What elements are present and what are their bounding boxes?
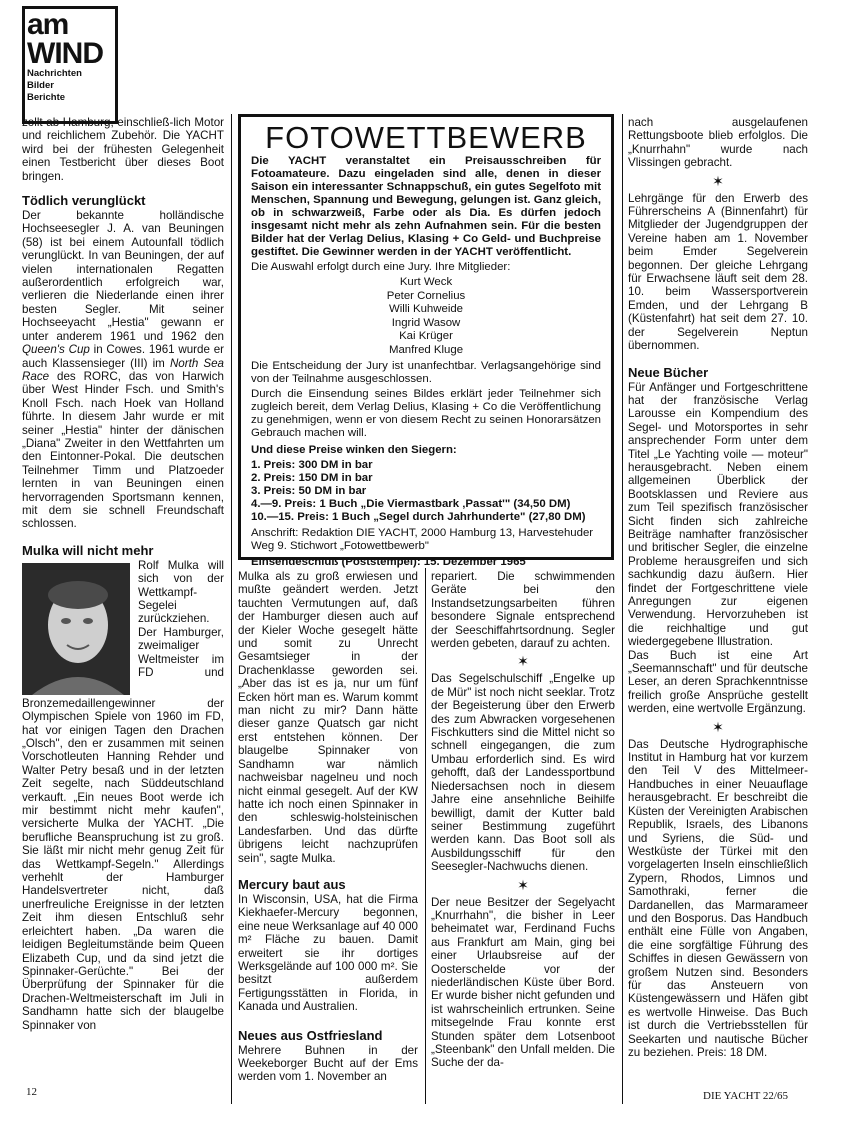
column-rule [425, 568, 426, 1104]
mulka-block [22, 559, 224, 1032]
star-divider-icon: ✶ [712, 172, 724, 189]
jury-member: Willi Kuhweide [388, 303, 464, 316]
jury-member: Kurt Weck [399, 276, 453, 288]
text: des RORC, das von Harwich über West Hinder Fsch. und Smith's Knoll Fsch. nach Hoek van Holland führte. In diesem Jahr wurde er mit seiner „Hestia" hinter der dänischen „Diana" Zweiter in den Wettfahrten um den Eintonner-Pokal. Die deutschen Teilnehmer Timm und Platzoeder lernten in van Beuningen einen hervorragenden Sportsmann kennen, mit dem sie schnell Freundschaft schlossen. [22, 369, 224, 531]
text-italic: North Sea Race [22, 356, 225, 383]
headline-ostfriesland: Neues aus Ostfriesland [238, 1027, 383, 1043]
page-number: 12 [26, 1086, 37, 1098]
jury-intro: Die Auswahl erfolgt durch eine Jury. Ihre Mitglieder: [251, 261, 511, 273]
paragraph-larousse: Für Anfänger und Fortgeschrittene hat der französische Verlag Larousse ein Kompendium des Segel- und Motorsportes in sehr ansprechender Form unter dem Titel „Le Yachting voile — moteur" herausgebracht. Neben einem allgemeinen Überblick der Bootsklassen und Reviere aus zum Teil spezifisch französischer Sicht finden sich zahlreiche Beiträge namhafter französischer und britischer Segler, die einzelne Probleme herausgreifen und sich sachkundig dazu äußern. Hier findet der Fortgeschrittene viele Anregungen zur eigenen Verwendung. Hervorzuheben ist die reichhaltige und gut wiedergegebene Illustration. [628, 380, 808, 649]
consent-text: Durch die Einsendung seines Bildes erklärt jeder Teilnehmer sich zugleich bereit, dem Verlag Delius, Klasing + Co die Veröffentlichung zu genehmigen, wenn er von diesem Recht zu seinen Honorarsätzen Gebrauch machen will. [251, 387, 601, 439]
column-4 [628, 116, 808, 1059]
contest-title: FOTOWETTBEWERB [265, 120, 587, 155]
prize-item: 10.—15. Preis: 1 Buch „Segel durch Jahrhunderte" (27,80 DM) [251, 510, 586, 523]
headline-mulka: Mulka will nicht mehr [22, 542, 154, 558]
text: Der bekannte holländische Hochseesegler J. A. van Beuningen (58) ist bei einem Autounfall tödlich verunglückt. In van Beuningen, der auf vielen internationalen Regatten außerordentlich erfolgreich war, verlieren die Niederlande einen ihrer besten Segler. Mit seiner Hochseeyacht „Hestia" gewann er unter anderem 1961 und 1962 den [22, 209, 224, 343]
column-rule [231, 114, 232, 1104]
star-divider-icon: ✶ [712, 718, 724, 735]
jury-list [251, 276, 601, 358]
column-1 [22, 116, 224, 1032]
logo-sub-3: Berichte [27, 92, 66, 103]
paragraph-repariert: repariert. Die schwimmenden Geräte bei den Instandsetzungsarbeiten führen besondere Signale entsprechend der Seeschiffahrtsordnung. Segler werden gebeten, darauf zu achten. [431, 570, 615, 651]
paragraph-lehrgaenge: Lehrgänge für den Erwerb des Führerscheins A (Binnenfahrt) für Mitglieder der Jugendgruppen der Vereine haben am 1. November beim Emder Segelverein begonnen. Der gleiche Lehrgang für Erwachsene läuft seit dem 28. 10. beim Wassersportverein Emden, und der Lehrgang B (Küstenfahrt) hat seit dem 27. 10. der Segelverein Neptun übernommen. [628, 191, 808, 353]
logo-am: am [27, 8, 69, 41]
paragraph-ostfriesland: Mehrere Buhnen in der Weekeborger Bucht auf der Ems werden vom 1. November an [238, 1043, 418, 1084]
paragraph-seemannschaft: Das Buch ist eine Art „Seemannschaft" und für deutsche Leser, an deren Sprachkenntnisse freilich große Ansprüche gestellt werden, eine wertvolle Ergänzung. [628, 648, 808, 716]
jury-member: Manfred Kluge [388, 343, 464, 356]
prize-item: 4.—9. Preis: 1 Buch „Die Viermastbark ‚Passat'" (34,50 DM) [251, 497, 571, 510]
headline-toedlich: Tödlich verunglückt [22, 193, 146, 209]
section-logo [22, 6, 118, 124]
logo-sub-2: Bilder [27, 80, 54, 91]
prize-item: 3. Preis: 50 DM in bar [251, 484, 367, 497]
portrait-image [22, 563, 130, 695]
prize-item: 1. Preis: 300 DM in bar [251, 458, 373, 471]
paragraph-mercury: In Wisconsin, USA, hat die Firma Kiekhaefer-Mercury begonnen, eine neue Werksanlage auf 40 000 m² Fläche zu bauen. Damit erweitert sie ihr dortiges Werksgelände auf 100 000 m². Sie besitzt außerdem Fertigungsstätten in Florida, in Kanada und Australien. [238, 892, 418, 1014]
prize-item: 2. Preis: 150 DM in bar [251, 471, 373, 484]
star-divider-icon: ✶ [517, 653, 529, 670]
column-rule [622, 114, 623, 1104]
headline-mercury: Mercury baut aus [238, 876, 346, 892]
paragraph-engelke: Das Segelschulschiff „Engelke up de Mür" ist noch nicht seeklar. Trotz der Begeisterung über den Erwerb des zum Abwracken vorgesehenen Fischkutters sind die Mittel nicht so schnell eingegangen, die zum Umbau erforderlich sind. Es wird gehofft, daß der Landessportbund Niedersachsen noch in diesem Jahre eine ansehnliche Beihilfe bewilligt, damit der Kutter bald seiner Bestimmung zugeführt werden kann. Das Boot soll als Ausbildungsschiff für den Seesegler-Nachwuchs dienen. [431, 672, 615, 874]
jury-rule: Die Entscheidung der Jury ist unanfechtbar. Verlagsangehörige sind von der Teilnahme ausgeschlossen. [251, 359, 601, 385]
paragraph-hydrographie: Das Deutsche Hydrographische Institut in Hamburg hat vor kurzem den Teil V des Mittelmeer-Handbuches in einer Neuauflage herausgebracht. Er beschreibt die Küsten der Vereinigten Arabischen Republik, Israels, des Libanons und Syriens, die Süd- und Westküste der Türkei mit den vorgelagerten Inseln einschließlich Zypern, Rhodos, Limnos und Samothraki, ferner die Dardanellen, das Marmarameer und den Bosporus. Das Handbuch enthält eine Fülle von Angaben, die eine sorgfältige Führung des Schiffes in diesen Gewässern von großem Nutzen sind. Besonders für das Ansteuern von Küstengewässern und Häfen gibt es wertvolle Hinweise. Das Buch ist durch die Vertriebsstellen für Seekarten und nautische Bücher zu beziehen. Preis: 18 DM. [628, 737, 808, 1059]
paragraph-rettung: nach ausgelaufenen Rettungsboote blieb erfolglos. Die „Knurrhahn" wurde nach Vlissingen gebracht. [628, 116, 808, 170]
text: in Cowes. 1961 wurde er auch Klassensieger (III) im [22, 343, 225, 370]
jury-member: Peter Cornelius [386, 289, 466, 302]
intro-paragraph: zollt ab Hamburg, einschließ-lich Motor und reichlichem Zubehör. Die YACHT wird bei der frühesten Gelegenheit einen Testbericht über dieses Boot bringen. [22, 116, 224, 183]
jury-member: Kai Krüger [399, 330, 453, 343]
text-italic: Queen's Cup [22, 343, 90, 357]
photo-contest-box [238, 114, 614, 568]
logo-sub-1: Nachrichten [27, 68, 82, 79]
column-2 [238, 570, 418, 1084]
magazine-issue: DIE YACHT 22/65 [703, 1090, 788, 1102]
paragraph-mulka-cont: Mulka als zu groß erwiesen und mußte geändert werden. Jetzt tauchten Vermutungen auf, daß der Hamburger diesen auch auf der Kieler Woche gesegelt hätte und somit zu Unrecht Gesamtsieger in der Drachenklasse geworden sei. „Aber das ist es ja, nur um fünf Ecken hört man es. Warum kommt man nicht zu mir? Dann hätte dieser ganze Quatsch gar nicht erst entstehen können. Der blaugelbe Spinnaker von Sandhamn war nämlich nachweisbar nagelneu und noch nicht einmal gesegelt. Auf der KW hatte ich noch einen Spinnaker in den schleswig-holsteinischen Landesfarben. Und das dürfte übrigens leicht nachzuprüfen sein", sagte Mulka. [238, 570, 418, 865]
jury-member: Ingrid Wasow [391, 316, 461, 329]
prizes-list [251, 459, 601, 524]
contest-address: Anschrift: Redaktion DIE YACHT, 2000 Hamburg 13, Harvestehuder Weg 9. Stichwort „Fotowettbewerb" [251, 526, 594, 552]
headline-buecher: Neue Bücher [628, 364, 709, 380]
logo-wind: WIND [27, 37, 103, 70]
paragraph-mulka: Rolf Mulka will sich von der Wettkampf-Segelei zurückziehen. Der Hamburger, zweimaliger Weltmeister im FD und Bronzemedaillengewinner der Olympischen Spiele von 1960 im FD, hat vor einigen Tagen den Drachen „Olsch", den er zusammen mit seinen Vorschotleuten Hanning Rehder und Walter Petry besaß und in der letzten Zeit segelte, nach Süddeutschland verkauft. „Ein neues Boot werde ich mir bestimmt nicht mehr kaufen", versicherte Mulka der YACHT. „Die berufliche Beanspruchung ist zu groß. Sie läßt mir nicht mehr genug Zeit für das Wettkampf-Segeln." Allerdings verhehlt der Hamburger Handelsvertreter nicht, daß unerfreuliche Ereignisse in der letzten Zeit ihm diesen Entschluß sehr erleichtert haben. „Da waren die leidigen Begleitumstände beim Queen Elizabeth Cup, und da sind jetzt die Spinnaker-Gerüchte." Bei der Überprüfung der Spinnaker für die Drachen-Weltmeisterschaft im Juli in Sandhamn hatte sich der blaugelbe Spinnaker von [22, 558, 224, 1032]
prizes-heading: Und diese Preise winken den Siegern: [251, 443, 457, 456]
contest-deadline: Einsendeschluß (Poststempel): 15. Dezember 1965 [251, 555, 526, 568]
paragraph-van-beuningen [22, 209, 224, 531]
column-3 [431, 570, 615, 1070]
mulka-photo [22, 563, 130, 695]
contest-intro: Die YACHT veranstaltet ein Preisausschreiben für Fotoamateure. Dazu eingeladen sind alle, denen in dieser Saison ein interessanter Schnappschuß, ein gutes Segelfoto mit Menschen, Spannung und Bewegung, gelungen ist. Ganz gleich, ob in schwarzweiß, Farbe oder als Dia. Es dürfen jedoch insgesamt nicht mehr als zehn Aufnahmen sein. Für die besten Bilder hat der Verlag Delius, Klasing + Co Geld- und Buchpreise gestiftet. Die Gewinner werden in der YACHT veröffentlicht. [251, 155, 601, 258]
paragraph-knurrhahn: Der neue Besitzer der Segelyacht „Knurrhahn", die bisher in Leer beheimatet war, Ferdinand Fuchs aus Frankfurt am Main, ging bei einer Urlaubsreise auf der Oosterschelde vor der niederländischen Küste über Bord. Er wurde bisher nicht gefunden und ist wahrscheinlich ertrunken. Seine mitsegelnde Frau konnte erst Stunden später dem Lotsenboot „Steenbank" den Unfall melden. Die Suche der da- [431, 895, 615, 1070]
star-divider-icon: ✶ [517, 876, 529, 893]
